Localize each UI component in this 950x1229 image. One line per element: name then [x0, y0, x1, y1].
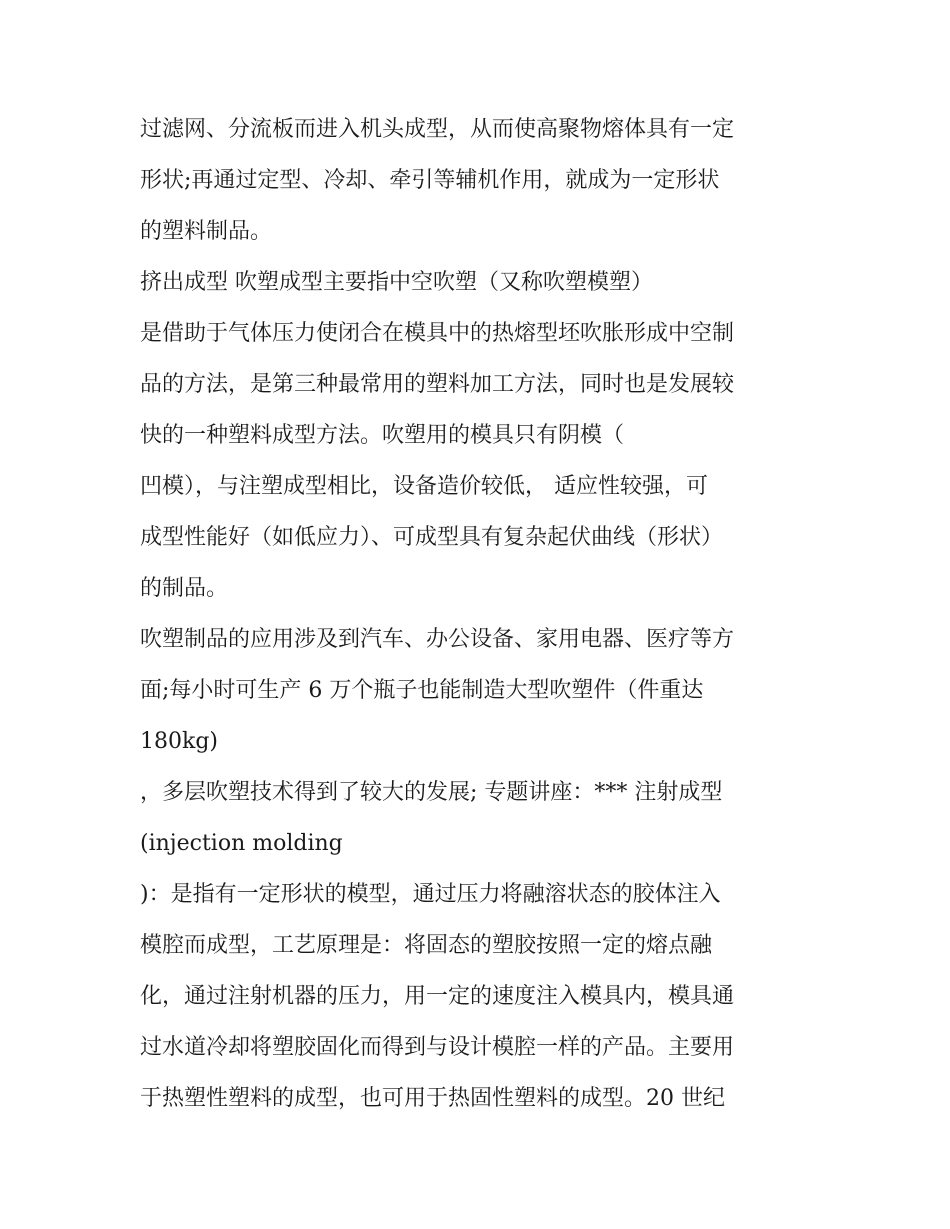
text-line: 成型性能好（如低应力）、可成型具有复杂起伏曲线（形状）: [140, 525, 724, 550]
text-line: 是借助于气体压力使闭合在模具中的热熔型坯吹胀形成中空制: [140, 321, 735, 346]
text-line: 的制品。: [140, 576, 229, 601]
text-line: 180kg): [140, 729, 218, 754]
text-line: 面;每小时可生产 6 万个瓶子也能制造大型吹塑件（件重达: [140, 678, 704, 703]
text-line: 快的一种塑料成型方法。吹塑用的模具只有阴模（: [140, 423, 625, 448]
text-line: 过滤网、分流板而进入机头成型，从而使高聚物熔体具有一定: [140, 117, 735, 142]
text-line: 过水道冷却将塑胶固化而得到与设计模腔一样的产品。主要用: [140, 1035, 735, 1060]
text-line: 的塑料制品。: [140, 219, 273, 244]
text-line: ，多层吹塑技术得到了较大的发展; 专题讲座：*** 注射成型: [140, 780, 723, 805]
text-line: (injection molding: [140, 831, 343, 856]
document-body-text: [140, 104, 820, 1124]
text-line: 品的方法，是第三种最常用的塑料加工方法，同时也是发展较: [140, 372, 735, 397]
text-line: 化，通过注射机器的压力，用一定的速度注入模具内，模具通: [140, 984, 735, 1009]
text-line: 吹塑制品的应用涉及到汽车、办公设备、家用电器、医疗等方: [140, 627, 735, 652]
text-line: 于热塑性塑料的成型，也可用于热固性塑料的成型。20 世纪: [140, 1086, 725, 1111]
text-line: 模腔而成型，工艺原理是：将固态的塑胶按照一定的熔点融: [140, 933, 713, 958]
text-line: 凹模），与注塑成型相比，设备造价较低， 适应性较强，可: [140, 474, 708, 499]
text-line: )：是指有一定形状的模型，通过压力将融溶状态的胶体注入: [140, 882, 721, 907]
text-line: 形状;再通过定型、冷却、牵引等辅机作用，就成为一定形状: [140, 168, 720, 193]
text-line: 挤出成型 吹塑成型主要指中空吹塑（又称吹塑模塑）: [140, 270, 653, 295]
